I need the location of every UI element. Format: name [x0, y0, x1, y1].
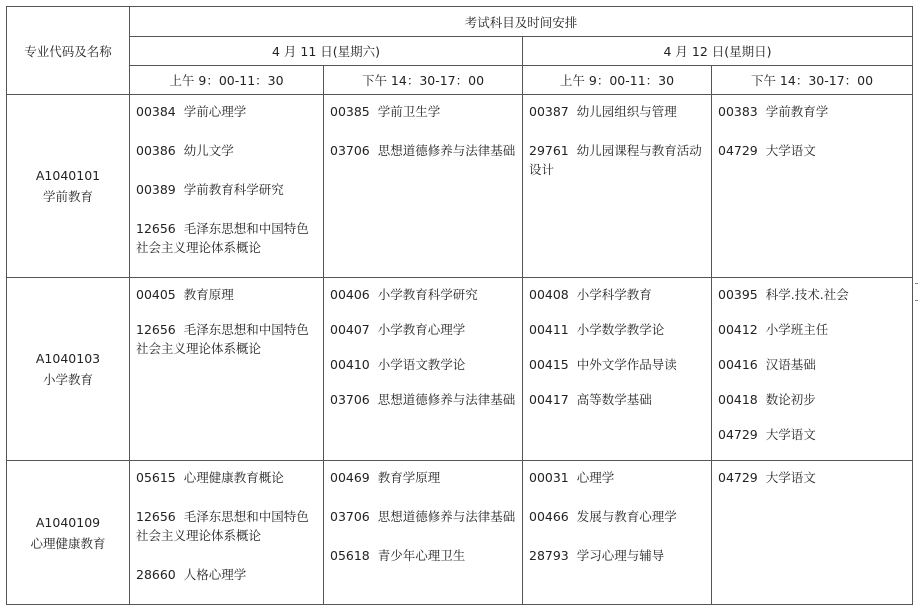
subject-code: 12656: [136, 221, 176, 236]
subject-entry: [330, 355, 516, 374]
subject-cell: [324, 95, 523, 278]
subject-name: 青少年心理卫生: [377, 548, 466, 563]
subject-code: 03706: [330, 509, 370, 524]
subject-code: 00395: [718, 287, 758, 302]
major-name: 心理健康教育: [30, 535, 106, 551]
subject-entry: [529, 390, 705, 409]
subject-name: 心理学: [576, 470, 615, 485]
subject-entry: [136, 219, 317, 257]
subject-code: 05615: [136, 470, 176, 485]
subject-code: 04729: [718, 427, 758, 442]
subject-code: 00416: [718, 357, 758, 372]
subject-code: 12656: [136, 509, 176, 524]
subject-entry: [718, 102, 906, 121]
session-header-sat-am: 上午 9：00-11：30: [130, 66, 324, 95]
subject-cell: [324, 278, 523, 461]
major-cell: [7, 461, 130, 605]
subject-cell: [523, 95, 712, 278]
subject-entry: [330, 320, 516, 339]
major-cell: [7, 278, 130, 461]
subject-code: 12656: [136, 322, 176, 337]
subject-entry: [330, 468, 516, 487]
subject-name: 学前教育科学研究: [183, 182, 284, 197]
subject-code: 03706: [330, 392, 370, 407]
subject-cell: [130, 461, 324, 605]
subject-name: 思想道德修养与法律基础: [377, 392, 516, 407]
subject-name: 学习心理与辅导: [576, 548, 665, 563]
subject-code: 00407: [330, 322, 370, 337]
subject-code: 00385: [330, 104, 370, 119]
subject-name: 毛泽东思想和中国特色社会主义理论体系概论: [136, 221, 309, 255]
subject-code: 00031: [529, 470, 569, 485]
subject-cell: [712, 461, 913, 605]
subject-entry: [136, 141, 317, 160]
subject-code: 00418: [718, 392, 758, 407]
subject-name: 毛泽东思想和中国特色社会主义理论体系概论: [136, 509, 309, 543]
subject-name: 毛泽东思想和中国特色社会主义理论体系概论: [136, 322, 309, 356]
subject-code: 28793: [529, 548, 569, 563]
subject-entry: [330, 390, 516, 409]
subject-code: 00415: [529, 357, 569, 372]
subject-name: 数论初步: [765, 392, 816, 407]
table-row-mental-health: [7, 461, 913, 605]
subject-code: 00411: [529, 322, 569, 337]
subject-name: 学前卫生学: [377, 104, 441, 119]
subject-name: 小学科学教育: [576, 287, 652, 302]
major-cell: [7, 95, 130, 278]
subject-entry: [529, 320, 705, 339]
subject-entry: [718, 285, 906, 304]
subject-code: 00383: [718, 104, 758, 119]
subject-entry: [136, 320, 317, 358]
subject-code: 00466: [529, 509, 569, 524]
subject-entry: [529, 468, 705, 487]
subject-cell: [712, 278, 913, 461]
subject-cell: [324, 461, 523, 605]
subject-name: 小学数学教学论: [576, 322, 665, 337]
subject-name: 小学语文教学论: [377, 357, 466, 372]
session-header-sun-pm: 下午 14：30-17：00: [712, 66, 913, 95]
subject-entry: [136, 468, 317, 487]
session-header-sat-pm: 下午 14：30-17：00: [324, 66, 523, 95]
subject-code: 00406: [330, 287, 370, 302]
subject-cell: [130, 278, 324, 461]
subject-entry: [718, 468, 906, 487]
subject-entry: [136, 180, 317, 199]
subject-name: 教育原理: [183, 287, 234, 302]
subject-entry: [529, 507, 705, 526]
major-code: A1040109: [35, 514, 101, 530]
schedule-title: 考试科目及时间安排: [130, 7, 913, 37]
subject-entry: [330, 285, 516, 304]
exam-schedule-table: [6, 6, 913, 605]
subject-name: 小学教育心理学: [377, 322, 466, 337]
subject-cell: [523, 278, 712, 461]
subject-name: 幼儿园组织与管理: [576, 104, 677, 119]
major-code: A1040103: [35, 351, 101, 366]
subject-name: 学前心理学: [183, 104, 247, 119]
major-name: 小学教育: [42, 372, 93, 387]
subject-name: 幼儿文学: [183, 143, 234, 158]
subject-code: 00386: [136, 143, 176, 158]
subject-code: 00410: [330, 357, 370, 372]
subject-cell: [712, 95, 913, 278]
subject-entry: [136, 507, 317, 545]
subject-entry: [718, 320, 906, 339]
subject-name: 发展与教育心理学: [576, 509, 677, 524]
subject-name: 思想道德修养与法律基础: [377, 143, 516, 158]
subject-code: 00387: [529, 104, 569, 119]
subject-name: 大学语文: [765, 427, 816, 442]
subject-code: 00405: [136, 287, 176, 302]
day-header-apr-12: 4 月 12 日(星期日): [523, 37, 913, 66]
subject-entry: [529, 546, 705, 565]
subject-name: 幼儿园课程与教育活动设计: [529, 143, 702, 177]
subject-cell: [130, 95, 324, 278]
subject-name: 汉语基础: [765, 357, 816, 372]
subject-entry: [529, 141, 705, 179]
subject-code: 00408: [529, 287, 569, 302]
subject-name: 高等数学基础: [576, 392, 652, 407]
header-row-title: [7, 7, 913, 37]
subject-name: 学前教育学: [765, 104, 829, 119]
day-header-apr-11: 4 月 11 日(星期六): [130, 37, 523, 66]
subject-name: 科学.技术.社会: [765, 287, 849, 302]
subject-code: 00389: [136, 182, 176, 197]
subject-entry: [330, 546, 516, 565]
subject-entry: [330, 102, 516, 121]
subject-entry: [529, 355, 705, 374]
subject-name: 人格心理学: [183, 567, 247, 582]
subject-code: 00417: [529, 392, 569, 407]
subject-entry: [136, 285, 317, 304]
subject-code: 29761: [529, 143, 569, 158]
subject-entry: [529, 285, 705, 304]
subject-cell: [523, 461, 712, 605]
subject-entry: [529, 102, 705, 121]
subject-name: 大学语文: [765, 470, 816, 485]
subject-entry: [718, 355, 906, 374]
table-row-preschool: [7, 95, 913, 278]
subject-code: 04729: [718, 143, 758, 158]
subject-code: 04729: [718, 470, 758, 485]
major-code: A1040101: [35, 168, 101, 183]
subject-entry: [330, 141, 516, 160]
major-name: 学前教育: [42, 189, 93, 204]
subject-code: 28660: [136, 567, 176, 582]
subject-code: 00412: [718, 322, 758, 337]
table-row-primary: [7, 278, 913, 461]
subject-name: 小学教育科学研究: [377, 287, 478, 302]
subject-entry: [136, 102, 317, 121]
subject-name: 教育学原理: [377, 470, 441, 485]
subject-code: 05618: [330, 548, 370, 563]
subject-name: 思想道德修养与法律基础: [377, 509, 516, 524]
subject-name: 心理健康教育概论: [183, 470, 284, 485]
subject-name: 大学语文: [765, 143, 816, 158]
session-header-sun-am: 上午 9：00-11：30: [523, 66, 712, 95]
major-column-header: 专业代码及名称: [7, 7, 130, 95]
subject-code: 00384: [136, 104, 176, 119]
header-row-sessions: [7, 66, 913, 95]
subject-entry: [718, 141, 906, 160]
subject-name: 中外文学作品导读: [576, 357, 677, 372]
header-row-days: [7, 37, 913, 66]
subject-entry: [330, 507, 516, 526]
subject-name: 小学班主任: [765, 322, 829, 337]
subject-entry: [718, 425, 906, 444]
subject-code: 00469: [330, 470, 370, 485]
subject-code: 03706: [330, 143, 370, 158]
subject-entry: [718, 390, 906, 409]
